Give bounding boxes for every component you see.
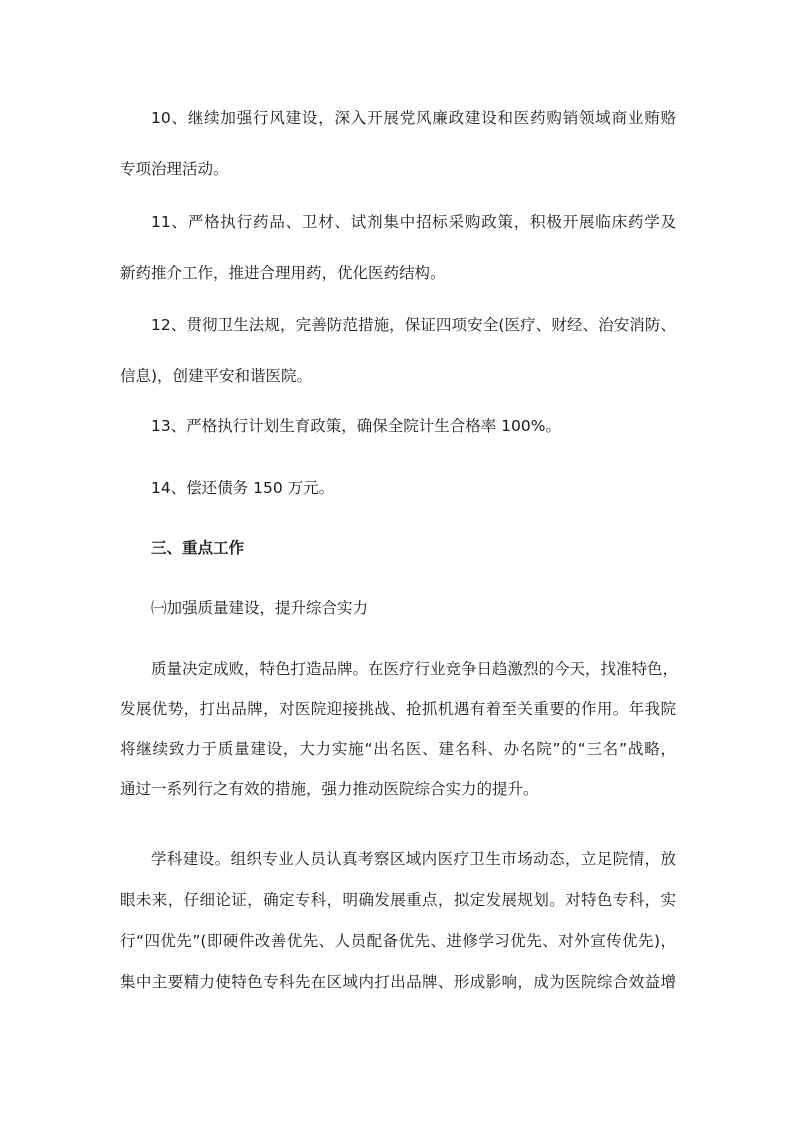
item-13-paragraph bbox=[120, 416, 676, 436]
item-12-line-2: 信息)，创建平安和谐医院。 bbox=[120, 367, 313, 385]
item-13-line: 13、严格执行计划生育政策，确保全院计生合格率 100%。 bbox=[151, 417, 561, 435]
subsection-heading bbox=[120, 598, 676, 618]
subject-construction-paragraph bbox=[120, 849, 676, 992]
item-10-line-2: 专项治理活动。 bbox=[120, 160, 229, 178]
item-11-paragraph bbox=[120, 212, 676, 283]
item-11-line-2: 新药推介工作，推进合理用药，优化医药结构。 bbox=[120, 264, 446, 282]
subject-line-3: 行“四优先”(即硬件改善优先、人员配备优先、进修学习优先、对外宣传优先)， bbox=[120, 932, 676, 950]
item-14-line: 14、偿还债务 150 万元。 bbox=[151, 479, 335, 497]
subject-line-2: 眼未来，仔细论证，确定专科，明确发展重点，拟定发展规划。对特色专科，实 bbox=[120, 891, 676, 909]
item-12-line-1: 12、贯彻卫生法规，完善防范措施，保证四项安全(医疗、财经、治安消防、 bbox=[151, 316, 676, 334]
item-11-line-1: 11、严格执行药品、卫材、试剂集中招标采购政策，积极开展临床药学及 bbox=[151, 213, 676, 231]
quality-paragraph bbox=[120, 659, 679, 799]
subject-line-4: 集中主要精力使特色专科先在区域内打出品牌、形成影响，成为医院综合效益增 bbox=[120, 973, 676, 991]
section-heading bbox=[120, 538, 676, 558]
item-10-paragraph bbox=[120, 108, 676, 179]
quality-line-4: 通过一系列行之有效的措施，强力推动医院综合实力的提升。 bbox=[120, 780, 539, 798]
subsection-1-heading: ㈠加强质量建设，提升综合实力 bbox=[151, 599, 369, 617]
item-14-paragraph bbox=[120, 478, 676, 498]
item-10-line-1: 10、继续加强行风建设，深入开展党风廉政建设和医药购销领域商业贿赂 bbox=[151, 109, 676, 127]
item-12-paragraph bbox=[120, 315, 676, 386]
subject-line-1: 学科建设。组织专业人员认真考察区域内医疗卫生市场动态，立足院情，放 bbox=[151, 850, 676, 868]
quality-line-2: 发展优势，打出品牌，对医院迎接挑战、抢抓机遇有着至关重要的作用。年我院 bbox=[120, 700, 676, 718]
quality-line-1: 质量决定成败，特色打造品牌。在医疗行业竞争日趋激烈的今天，找准特色， bbox=[151, 660, 679, 678]
section-3-heading: 三、重点工作 bbox=[151, 539, 245, 557]
quality-line-3: 将继续致力于质量建设，大力实施“出名医、建名科、办名院”的“三名”战略， bbox=[120, 740, 676, 758]
